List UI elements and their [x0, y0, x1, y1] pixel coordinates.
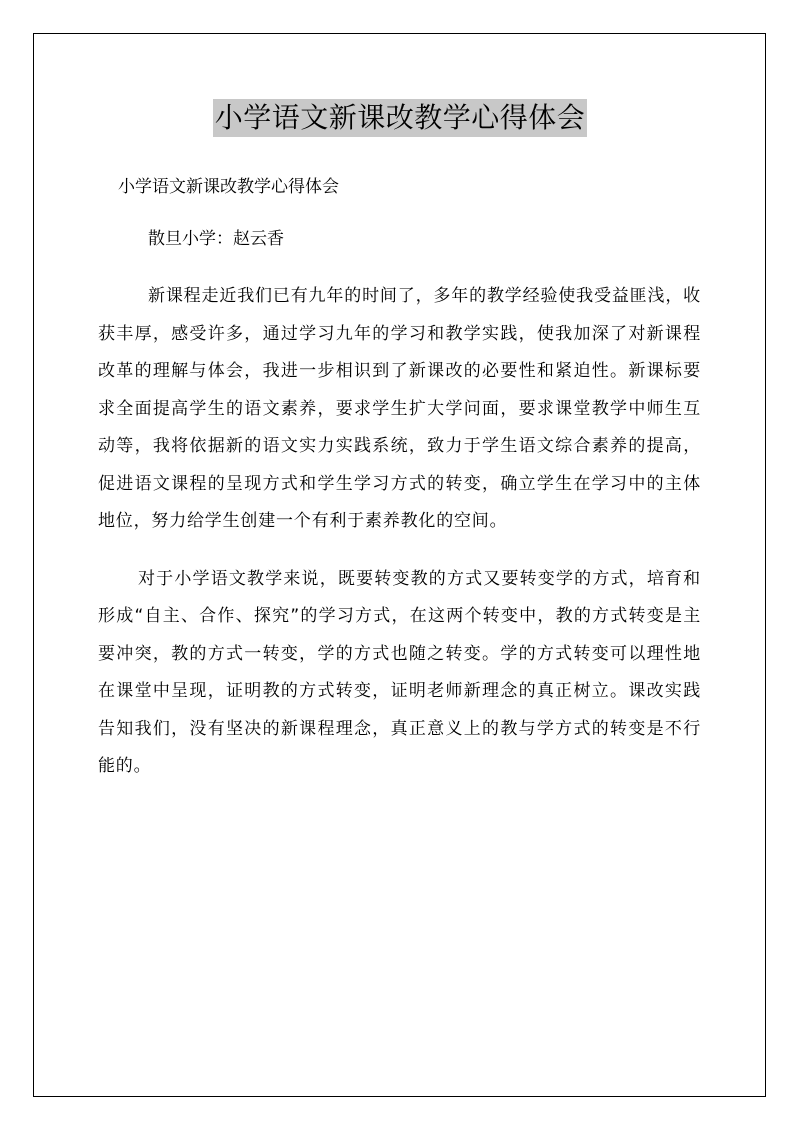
title-container [0, 99, 800, 137]
author-line: 散旦小学：赵云香 [148, 229, 284, 249]
document-subtitle: 小学语文新课改教学心得体会 [118, 177, 339, 197]
paragraph-1: 新课程走近我们已有九年的时间了，多年的教学经验使我受益匪浅，收获丰厚，感受许多，通过学习九年的学习和教学实践，使我加深了对新课程改革的理解与体会，我进一步相识到了新课改的必要性和紧迫性。新课标要求全面提高学生的语文素养，要求学生扩大学问面，要求课堂教学中师生互动等，我将依据新的语文实力实践系统，致力于学生语文综合素养的提高，促进语文课程的呈现方式和学生学习方式的转变，确立学生在学习中的主体地位，努力给学生创建一个有利于素养教化的空间。 [98, 286, 701, 531]
document-title: 小学语文新课改教学心得体会 [213, 99, 588, 137]
document-body [98, 170, 701, 786]
paragraph-2: 对于小学语文教学来说，既要转变教的方式又要转变学的方式，培育和形成“自主、合作、探究”的学习方式，在这两个转变中，教的方式转变是主要冲突，教的方式一转变，学的方式也随之转变。学的方式转变可以理性地在课堂中呈现，证明教的方式转变，证明老师新理念的真正树立。课改实践告知我们，没有坚决的新课程理念，真正意义上的教与学方式的转变是不行能的。 [98, 568, 701, 776]
